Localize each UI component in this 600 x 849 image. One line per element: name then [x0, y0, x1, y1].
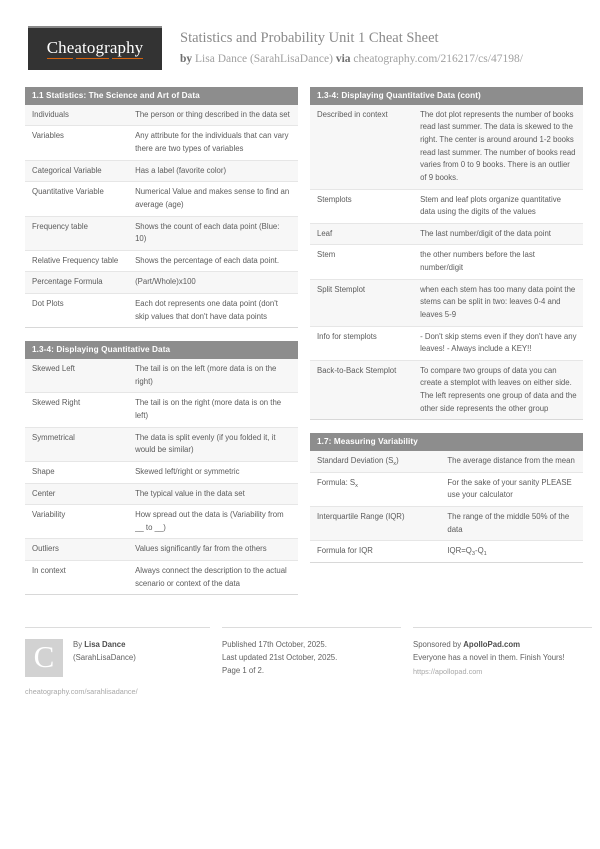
byline-author[interactable]: Lisa Dance (SarahLisaDance) [195, 52, 333, 65]
term-cell: Dot Plots [25, 294, 128, 328]
table-row [25, 505, 298, 539]
table-row [310, 360, 583, 420]
footer-by-label: By [73, 640, 83, 650]
definition-cell: Any attribute for the individuals that can vary there are two types of variables [128, 126, 298, 160]
table-row [25, 393, 298, 427]
definition-cell: Skewed left/right or symmetric [128, 461, 298, 483]
right-column [310, 87, 583, 608]
section-table [25, 359, 298, 595]
byline-by-label: by [180, 52, 193, 65]
definition-cell: The tail is on the right (more data is on the left) [128, 393, 298, 427]
definition-cell: when each stem has too many data point the stems can be split in two: leaves 0-4 and leaves 5-9 [413, 279, 583, 326]
footer-sponsor-column [413, 618, 592, 696]
term-cell: Percentage Formula [25, 272, 128, 294]
table-row [25, 272, 298, 294]
definition-cell: Shows the count of each data point (Blue: 10) [128, 216, 298, 250]
footer-author-column [25, 618, 210, 696]
footer-sponsor-line [413, 639, 592, 652]
term-cell: Symmetrical [25, 427, 128, 461]
table-row [25, 539, 298, 561]
table-row [310, 541, 583, 563]
term-cell: Stemplots [310, 189, 413, 223]
section-table [310, 105, 583, 421]
table-row [25, 483, 298, 505]
table-row [310, 451, 583, 472]
definition-cell: The range of the middle 50% of the data [440, 507, 583, 541]
header-text-block [180, 26, 523, 67]
footer-sponsor-url[interactable]: https://apollopad.com [413, 666, 483, 676]
term-cell: Formula for IQR [310, 541, 440, 563]
table-row [310, 245, 583, 279]
term-cell: Shape [25, 461, 128, 483]
section-table [310, 451, 583, 563]
term-cell: Individuals [25, 105, 128, 126]
definition-cell: Values significantly far from the others [128, 539, 298, 561]
term-cell: Center [25, 483, 128, 505]
byline [180, 51, 523, 67]
definition-cell: The tail is on the left (more data is on the right) [128, 359, 298, 393]
term-cell: Back-to-Back Stemplot [310, 360, 413, 420]
section-header: 1.3-4: Displaying Quantitative Data [25, 341, 298, 359]
definition-cell: Stem and leaf plots organize quantitative data using the digits of the values [413, 189, 583, 223]
footer-publish-column [222, 618, 401, 696]
definition-cell: Numerical Value and makes sense to find an average (age) [128, 182, 298, 216]
term-cell: Categorical Variable [25, 160, 128, 182]
byline-via-label: via [335, 52, 351, 65]
term-cell: Formula: $S_x$ [310, 472, 440, 506]
term-cell: Variables [25, 126, 128, 160]
content-columns [0, 70, 600, 608]
term-cell: Skewed Left [25, 359, 128, 393]
definition-cell: Always connect the description to the actual scenario or context of the data [128, 561, 298, 595]
definition-cell: Has a label (favorite color) [128, 160, 298, 182]
logo-text: Cheatography [46, 38, 144, 57]
term-cell: Quantitative Variable [25, 182, 128, 216]
table-row [25, 250, 298, 272]
table-row [25, 359, 298, 393]
definition-cell: To compare two groups of data you can create a stemplot with leaves on either side. The left represents one group of data and the other side represents the other group [413, 360, 583, 420]
footer-sponsor-label: Sponsored by [413, 640, 462, 650]
table-row [310, 223, 583, 245]
table-row [25, 160, 298, 182]
section-table [25, 105, 298, 329]
table-row [25, 105, 298, 126]
definition-cell: $IQR=Q_3-Q_1$ [440, 541, 583, 563]
section-stats-science-art [25, 87, 298, 328]
left-column [25, 87, 298, 608]
term-cell: In context [25, 561, 128, 595]
table-row [310, 472, 583, 506]
definition-cell: The last number/digit of the data point [413, 223, 583, 245]
term-cell: Relative Frequency table [25, 250, 128, 272]
table-row [310, 105, 583, 189]
definition-cell: The person or thing described in the data set [128, 105, 298, 126]
section-displaying-quantitative-data-cont [310, 87, 583, 420]
term-cell: Split Stemplot [310, 279, 413, 326]
term-cell: Info for stemplots [310, 326, 413, 360]
definition-cell: Shows the percentage of each data point. [128, 250, 298, 272]
table-row [25, 294, 298, 328]
definition-cell: the other numbers before the last number/digit [413, 245, 583, 279]
definition-cell: For the sake of your sanity PLEASE use your calculator [440, 472, 583, 506]
footer-author-handle: (SarahLisaDance) [73, 652, 136, 662]
table-row [25, 427, 298, 461]
term-cell: Frequency table [25, 216, 128, 250]
term-cell: Leaf [310, 223, 413, 245]
term-cell: Skewed Right [25, 393, 128, 427]
definition-cell: The data is split evenly (if you folded it, it would be similar) [128, 427, 298, 461]
definition-cell: - Don't skip stems even if they don't have any leaves! - Always include a KEY!! [413, 326, 583, 360]
page-footer [0, 608, 600, 696]
footer-profile-url[interactable]: cheatography.com/sarahlisadance/ [25, 687, 138, 697]
term-cell: Interquartile Range (IQR) [310, 507, 440, 541]
table-row [310, 507, 583, 541]
footer-sponsor-name[interactable]: ApolloPad.com [463, 640, 521, 650]
section-header: 1.1 Statistics: The Science and Art of Data [25, 87, 298, 105]
page-title: Statistics and Probability Unit 1 Cheat Sheet [180, 30, 439, 46]
term-cell: Standard Deviation $(S_x)$ [310, 451, 440, 472]
footer-published: Published 17th October, 2025. [222, 640, 327, 650]
definition-cell: (Part/Whole)x100 [128, 272, 298, 294]
author-name-line [73, 639, 136, 652]
table-row [310, 326, 583, 360]
term-cell: Stem [310, 245, 413, 279]
definition-cell: The dot plot represents the number of books read last summer. The data is skewed to the right. The center is around around 1-2 books read last summer. The number of books read varies from 0 to 9 books. There is an outlier of 9 books. [413, 105, 583, 189]
section-header: 1.3-4: Displaying Quantitative Data (cont) [310, 87, 583, 105]
cheatography-logo[interactable] [28, 26, 162, 70]
section-measuring-variability [310, 433, 583, 563]
definition-cell: The typical value in the data set [128, 483, 298, 505]
footer-page-number: Page 1 of 2. [222, 665, 265, 675]
logo-underline-accent [47, 58, 144, 60]
footer-sponsor-tagline: Everyone has a novel in them. Finish Yours! [413, 652, 565, 662]
table-row [310, 279, 583, 326]
avatar: C [25, 639, 63, 677]
table-row [310, 189, 583, 223]
table-row [25, 561, 298, 595]
definition-cell: How spread out the data is (Variability from __ to __) [128, 505, 298, 539]
table-row [25, 461, 298, 483]
definition-cell: The average distance from the mean [440, 451, 583, 472]
section-displaying-quantitative-data [25, 341, 298, 595]
table-row [25, 182, 298, 216]
page-header [0, 0, 600, 70]
author-row [25, 639, 210, 677]
author-meta [73, 639, 136, 664]
term-cell: Outliers [25, 539, 128, 561]
byline-source-url[interactable]: cheatography.com/216217/cs/47198/ [353, 52, 523, 65]
term-cell: Described in context [310, 105, 413, 189]
definition-cell: Each dot represents one data point (don't skip values that don't have data points [128, 294, 298, 328]
footer-updated: Last updated 21st October, 2025. [222, 652, 338, 662]
table-row [25, 126, 298, 160]
footer-author-name[interactable]: Lisa Dance [84, 640, 126, 650]
table-row [25, 216, 298, 250]
section-header: 1.7: Measuring Variability [310, 433, 583, 451]
logo-wordmark [47, 39, 144, 59]
term-cell: Variability [25, 505, 128, 539]
